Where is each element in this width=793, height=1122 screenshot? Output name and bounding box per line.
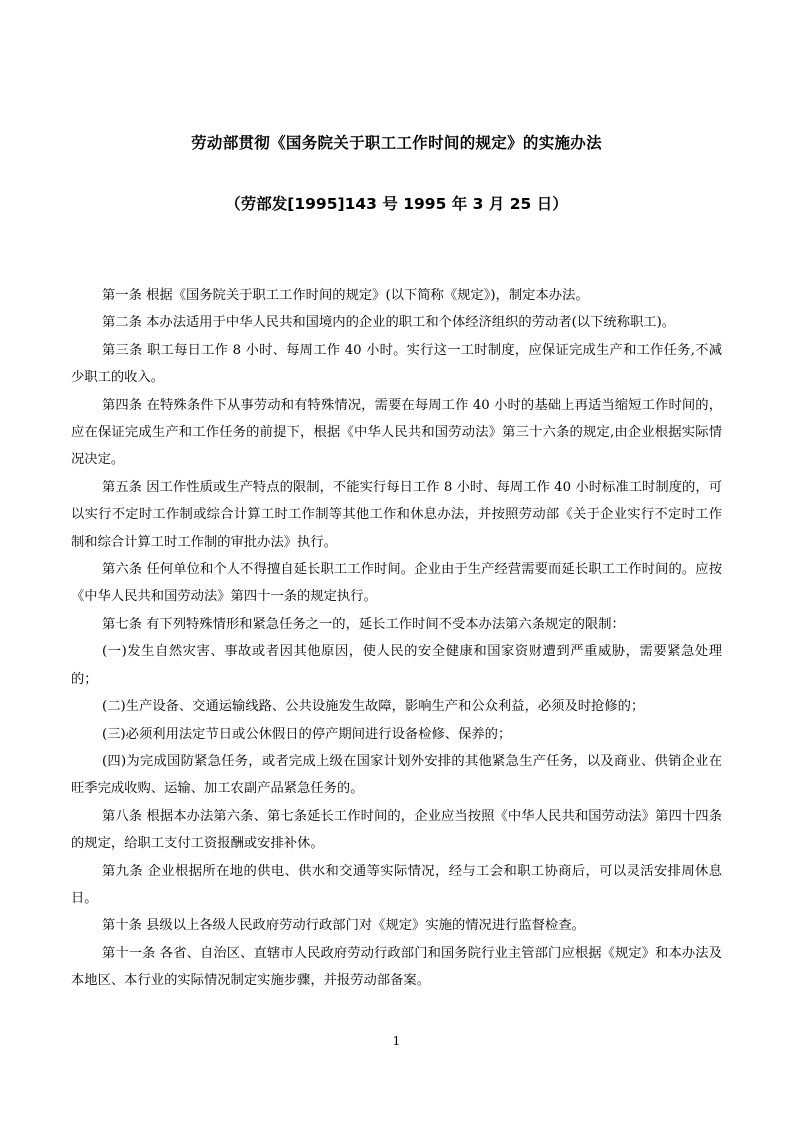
article-7-item-3: (三)必须利用法定节日或公休假日的停产期间进行设备检修、保养的； (102, 726, 512, 742)
document-body (71, 282, 722, 995)
article-10: 第十条 县级以上各级人民政府劳动行政部门对《规定》实施的情况进行监督检查。 (102, 918, 585, 934)
document-title: 劳动部贯彻《国务院关于职工工作时间的规定》的实施办法 (191, 134, 602, 152)
article-7: 第七条 有下列特殊情形和紧急任务之一的，延长工作时间不受本办法第六条规定的限制： (102, 616, 625, 632)
article-9: 第九条 企业根据所在地的供电、供水和交通等实际情况，经与工会和职工协商后，可以灵活安排周休息日。 (71, 863, 722, 906)
article-6: 第六条 任何单位和个人不得擅自延长职工工作时间。企业由于生产经营需要而延长职工工作时间的。应按《中华人民共和国劳动法》第四十一条的规定执行。 (71, 562, 722, 605)
article-8: 第八条 根据本办法第六条、第七条延长工作时间的，企业应当按照《中华人民共和国劳动法》第四十四条的规定，给职工支付工资报酬或安排补休。 (71, 808, 722, 852)
article-4: 第四条 在特殊条件下从事劳动和有特殊情况，需要在每周工作 40 小时的基础上再适当缩短工作时间的，应在保证完成生产和工作任务的前提下，根据《中华人民共和国劳动法》第三十六条的规定,由企业根据实际情况决定。 (71, 397, 722, 468)
article-3: 第三条 职工每日工作 8 小时、每周工作 40 小时。实行这一工时制度，应保证完成生产和工作任务,不减少职工的收入。 (71, 342, 722, 386)
article-11: 第十一条 各省、自治区、直辖市人民政府劳动行政部门和国务院行业主管部门应根据《规定》和本办法及本地区、本行业的实际情况制定实施步骤，并报劳动部备案。 (71, 945, 722, 989)
page-number: 1 (392, 1034, 401, 1048)
article-5: 第五条 因工作性质或生产特点的限制，不能实行每日工作 8 小时、每周工作 40 小时标准工时制度的，可以实行不定时工作制或综合计算工时工作制等其他工作和休息办法，并按照劳动部《关于企业实行不定时工作制和综合计算工时工作制的审批办法》执行。 (71, 479, 722, 550)
article-7-item-1: (一)发生自然灾害、事故或者因其他原因，使人民的安全健康和国家资财遭到严重威胁，需要紧急处理的； (71, 644, 722, 687)
article-7-item-4: (四)为完成国防紧急任务，或者完成上级在国家计划外安排的其他紧急生产任务，以及商业、供销企业在旺季完成收购、运输、加工农副产品紧急任务的。 (71, 753, 722, 797)
article-2: 第二条 本办法适用于中华人民共和国境内的企业的职工和个体经济组织的劳动者(以下统称职工)。 (102, 315, 676, 331)
document-subtitle: （劳部发[1995]143 号 1995 年 3 月 25 日） (225, 195, 568, 213)
article-1: 第一条 根据《国务院关于职工工作时间的规定》(以下简称《规定》)，制定本办法。 (102, 288, 589, 303)
article-7-item-2: (二)生产设备、交通运输线路、公共设施发生故障，影响生产和公众利益，必须及时抢修的； (102, 699, 645, 715)
